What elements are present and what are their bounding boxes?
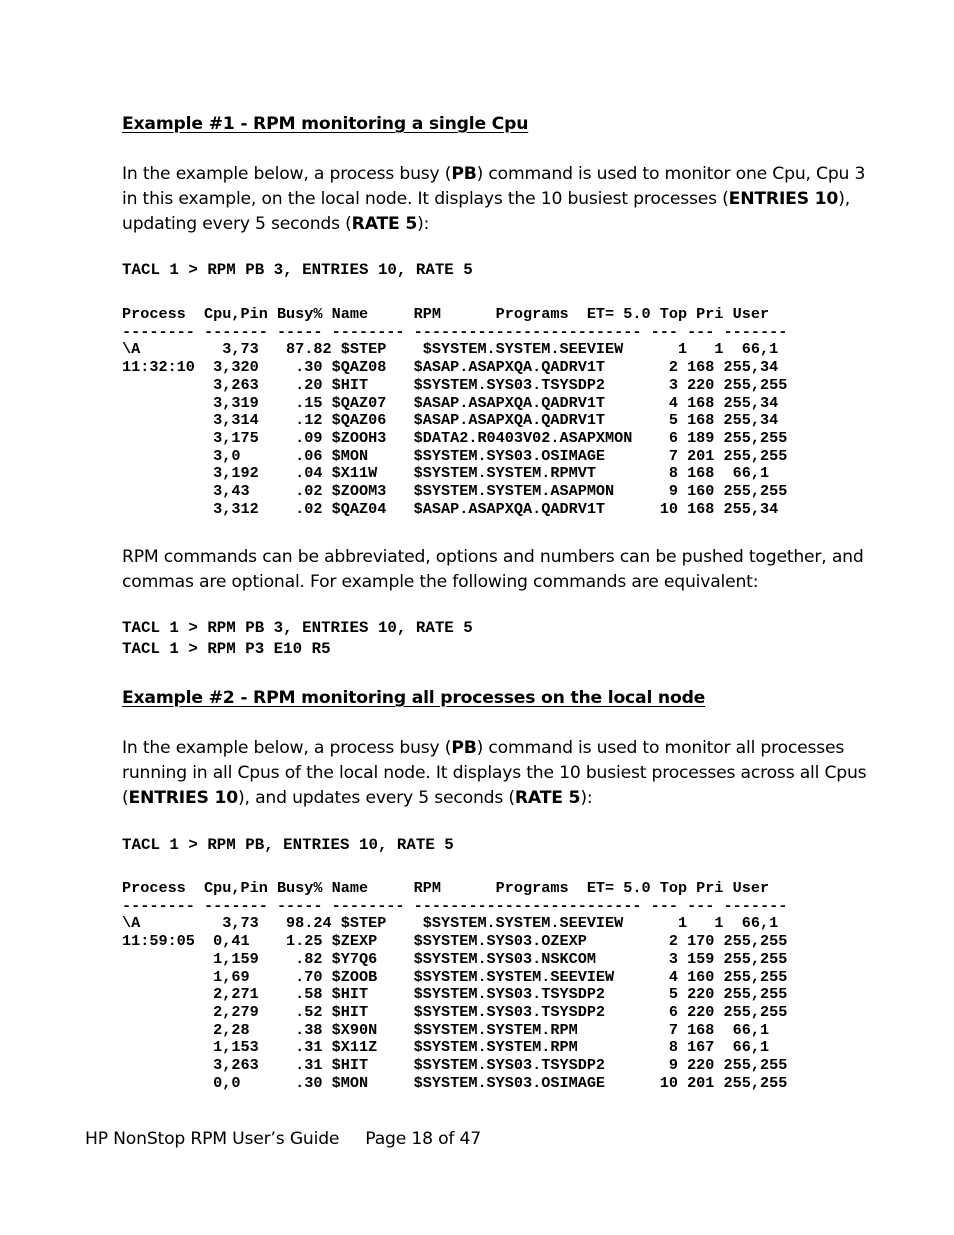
intro-text: ), and updates every 5 seconds ( — [238, 788, 515, 808]
example1-heading: Example #1 - RPM monitoring a single Cpu — [122, 114, 529, 134]
example2-command: TACL 1 > RPM PB, ENTRIES 10, RATE 5 — [122, 836, 454, 854]
example2-heading: Example #2 - RPM monitoring all processes on the local node — [122, 688, 706, 708]
intro-text: ) command is used to monitor all processes running in all Cpus of the local node. It displays the 10 busiest processes across all Cpus ( — [122, 738, 867, 808]
abbrev-paragraph: RPM commands can be abbreviated, options and numbers can be pushed together, and commas are optional. For example the following commands are equivalent: — [122, 547, 864, 592]
example2-listing: Process Cpu,Pin Busy% Name RPM Programs ET= 5.0 Top Pri User -------- ------- ----- -------- ------------------------- --- --- ------- \A 3,73 98.24 $STEP $SYSTEM.SYSTEM.SEEVIEW 1 1 66,1 11:59:05 0,41 1.25 $ZEXP $SYSTEM.SYS03.OZEXP 2 170 255,255 1,159 .82 $Y7Q6 $SYSTEM.SYS03.NSKCOM 3 159 255,255 1,69 .70 $ZOOB $SYSTEM.SYSTEM.SEEVIEW 4 160 255,255 2,271 .58 $HIT $SYSTEM.SYS03.TSYSDP2 5 220 255,255 2,279 .52 $HIT $SYSTEM.SYS03.TSYSDP2 6 220 255,255 2,28 .38 $X90N $SYSTEM.SYSTEM.RPM 7 168 66,1 1,153 .31 $X11Z $SYSTEM.SYSTEM.RPM 8 167 66,1 3,263 .31 $HIT $SYSTEM.SYS03.TSYSDP2 9 220 255,255 0,0 .30 $MON $SYSTEM.SYS03.OSIMAGE 10 201 255,255 — [122, 879, 788, 1092]
intro-text: In the example below, a process busy ( — [122, 738, 452, 758]
page-footer — [85, 1129, 481, 1149]
intro-bold: RATE 5 — [351, 214, 418, 234]
example2-intro — [122, 736, 882, 811]
intro-bold: ENTRIES 10 — [728, 189, 839, 209]
example1-command: TACL 1 > RPM PB 3, ENTRIES 10, RATE 5 — [122, 261, 473, 279]
intro-bold: PB — [451, 738, 477, 758]
intro-text: ): — [580, 788, 593, 808]
footer-guide-title: HP NonStop RPM User’s Guide — [85, 1129, 340, 1149]
intro-bold: ENTRIES 10 — [128, 788, 239, 808]
footer-page-number: Page 18 of 47 — [365, 1129, 482, 1149]
intro-bold: PB — [451, 164, 477, 184]
intro-bold: RATE 5 — [514, 788, 581, 808]
abbrev-command-1: TACL 1 > RPM PB 3, ENTRIES 10, RATE 5 — [122, 619, 473, 637]
example1-intro — [122, 162, 882, 237]
example1-listing: Process Cpu,Pin Busy% Name RPM Programs ET= 5.0 Top Pri User -------- ------- ----- -------- ------------------------- --- --- ------- \A 3,73 87.82 $STEP $SYSTEM.SYSTEM.SEEVIEW 1 1 66,1 11:32:10 3,320 .30 $QAZ08 $ASAP.ASAPXQA.QADRV1T 2 168 255,34 3,263 .20 $HIT $SYSTEM.SYS03.TSYSDP2 3 220 255,255 3,319 .15 $QAZ07 $ASAP.ASAPXQA.QADRV1T 4 168 255,34 3,314 .12 $QAZ06 $ASAP.ASAPXQA.QADRV1T 5 168 255,34 3,175 .09 $ZOOH3 $DATA2.R0403V02.ASAPXMON 6 189 255,255 3,0 .06 $MON $SYSTEM.SYS03.OSIMAGE 7 201 255,255 3,192 .04 $X11W $SYSTEM.SYSTEM.RPMVT 8 168 66,1 3,43 .02 $ZOOM3 $SYSTEM.SYSTEM.ASAPMON 9 160 255,255 3,312 .02 $QAZ04 $ASAP.ASAPXQA.QADRV1T 10 168 255,34 — [122, 305, 788, 518]
intro-text: ): — [417, 214, 430, 234]
intro-text: ) command is used to monitor one Cpu, Cpu 3 in this example, on the local node. It displays the 10 busiest processes ( — [122, 164, 866, 209]
abbrev-command-2: TACL 1 > RPM P3 E10 R5 — [122, 640, 331, 658]
intro-text: ), updating every 5 seconds ( — [122, 189, 850, 234]
intro-text: In the example below, a process busy ( — [122, 164, 452, 184]
